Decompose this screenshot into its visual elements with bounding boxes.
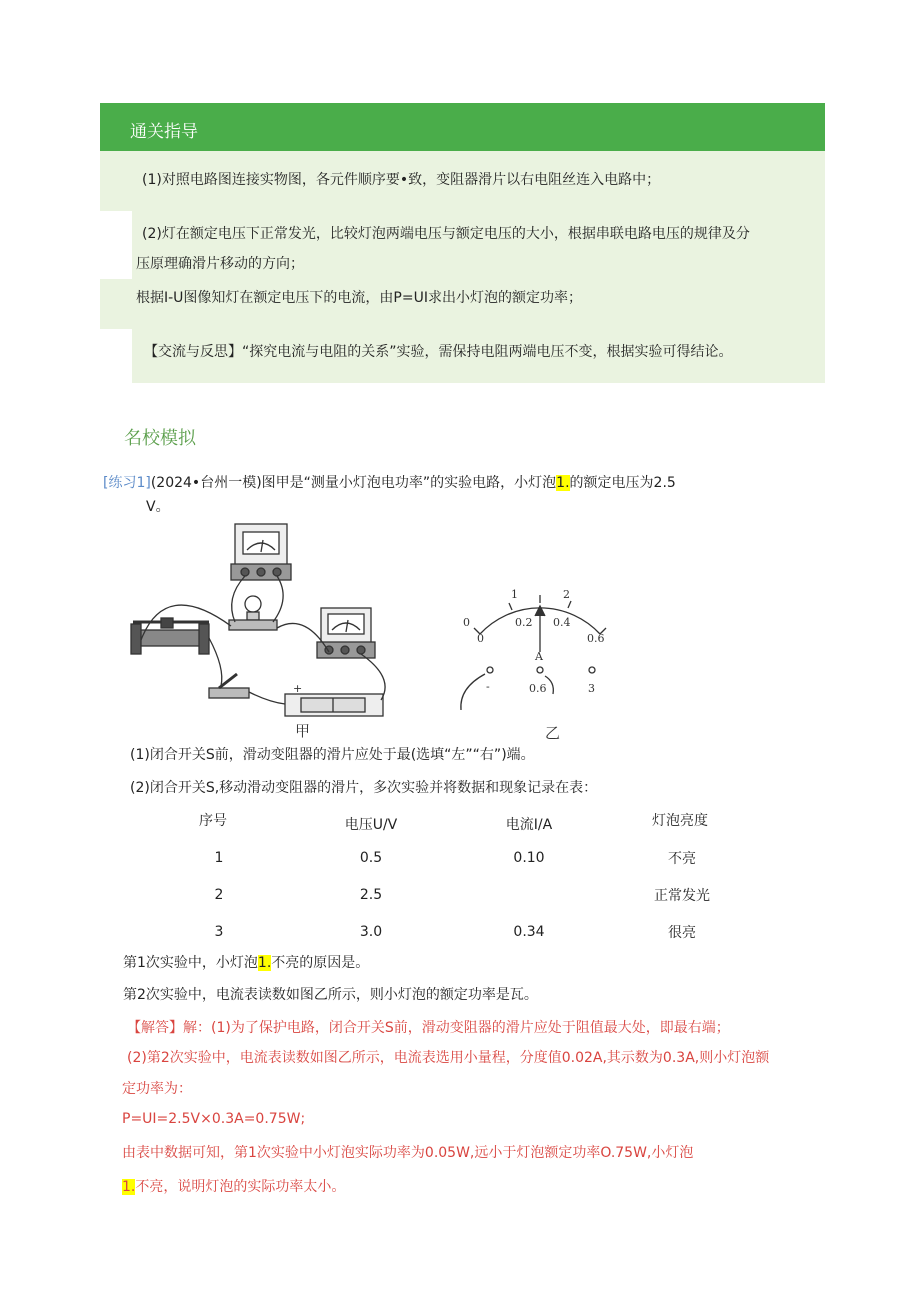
- tip-box-2: [132, 211, 825, 279]
- voltmeter-icon: [231, 524, 291, 580]
- question-1: (1)闭合开关S前，滑动变阻器的滑片应处于最(选填“左”“右”)端。: [130, 747, 535, 763]
- question-4: 第2次实验中，电流表读数如图乙所示，则小灯泡的额定功率是瓦。: [123, 987, 538, 1003]
- question-2: (2)闭合开关S,移动滑动变阻器的滑片，多次实验并将数据和现象记录在表：: [130, 780, 598, 796]
- highlight-mark: 1.: [556, 475, 570, 491]
- scale-bottom-1: 0.2: [515, 616, 533, 629]
- table-cell: 0.5: [359, 850, 383, 866]
- label-yi: 乙: [545, 724, 561, 740]
- table-header: 序号: [199, 813, 227, 829]
- answer-line-6-text: 不亮，说明灯泡的实际功率太小。: [135, 1179, 346, 1195]
- stem-text-a: (2024•台州一模)图甲是“测量小灯泡电功率”的实验电路，小灯泡: [150, 475, 557, 491]
- highlight-mark: 1.: [257, 955, 272, 971]
- stem-text-b: 的额定电压为2.5: [569, 475, 676, 491]
- table-cell: 很亮: [668, 925, 696, 941]
- scale-bottom-3: 0.6: [587, 632, 605, 645]
- svg-text:+: +: [293, 682, 303, 695]
- table-cell: 0.10: [513, 850, 545, 866]
- table-header: 电压U/V: [344, 817, 398, 833]
- q3-text-a: 第1次实验中，小灯泡: [123, 955, 258, 971]
- bulb-icon: [229, 596, 277, 630]
- answer-line-1: 【解答】解：(1)为了保护电路，闭合开关S前，滑动变阻器的滑片应处于阻值最大处，即最右端；: [127, 1020, 730, 1036]
- table-cell: 正常发光: [654, 888, 710, 904]
- section-title: 名校模拟: [124, 428, 196, 449]
- tip-2-line2: 压原理确滑片移动的方向；: [136, 256, 304, 272]
- tip-1: (1)对照电路图连接实物图，各元件顺序要•致，变阻器滑片以右电阻丝连入电路中；: [142, 172, 661, 188]
- table-cell: 3: [214, 924, 224, 940]
- table-cell: 2.5: [359, 887, 383, 903]
- table-cell: 不亮: [668, 851, 696, 867]
- table-header: 电流I/A: [505, 817, 553, 833]
- q3-text-b: 不亮的原因是。: [271, 955, 370, 971]
- tip-box-1: [100, 151, 825, 211]
- highlight-mark: 1.: [122, 1179, 136, 1195]
- circuit-figure: [125, 518, 625, 740]
- answer-line-4: P=UI=2.5V×0.3A=0.75W;: [122, 1111, 306, 1127]
- exercise-tag: [练习1]: [103, 475, 151, 491]
- table-cell: 2: [214, 887, 224, 903]
- answer-line-6: [122, 1176, 345, 1196]
- scale-top-2: 2: [563, 588, 570, 601]
- ammeter-icon: [317, 608, 375, 658]
- table-header: 灯泡亮度: [652, 813, 708, 829]
- tip-box-4: [132, 329, 825, 383]
- battery-icon: [285, 694, 383, 716]
- question-3: [123, 952, 369, 972]
- label-jia: 甲: [295, 722, 311, 740]
- scale-bottom-2: 0.4: [553, 616, 571, 629]
- table-cell: 0.34: [513, 924, 545, 940]
- guide-header: [100, 103, 825, 151]
- scale-top-0: 0: [463, 616, 470, 629]
- switch-icon: [209, 674, 249, 698]
- terminal-06: 0.6: [529, 682, 547, 695]
- terminal-3: 3: [588, 682, 595, 695]
- table-cell: 3.0: [359, 924, 383, 940]
- tip-box-3: [100, 279, 825, 329]
- scale-unit: A: [535, 650, 543, 663]
- tip-4: 【交流与反思】“探究电流与电阻的关系”实验，需保持电阻两端电压不变，根据实验可得结论。: [144, 344, 733, 360]
- guide-title: 通关指导: [130, 122, 198, 142]
- exercise-stem: [103, 472, 676, 492]
- table-cell: 1: [214, 850, 224, 866]
- tip-2-line1: (2)灯在额定电压下正常发光，比较灯泡两端电压与额定电压的大小，根据串联电路电压的规律及分: [142, 226, 750, 242]
- tip-3: 根据I-U图像知灯在额定电压下的电流，由P=UI求出小灯泡的额定功率；: [136, 290, 582, 306]
- answer-line-3: 定功率为：: [122, 1081, 192, 1097]
- stem-text-c: V。: [146, 499, 170, 515]
- scale-bottom-0: 0: [477, 632, 484, 645]
- answer-line-2: (2)第2次实验中，电流表读数如图乙所示，电流表选用小量程，分度值0.02A,其示数为0.3A,则小灯泡额: [127, 1050, 770, 1066]
- terminal-minus: -: [486, 680, 490, 693]
- answer-line-5: 由表中数据可知，第1次实验中小灯泡实际功率为0.05W,远小于灯泡额定功率O.75W,小灯泡: [122, 1145, 694, 1161]
- scale-top-1: 1: [511, 588, 518, 601]
